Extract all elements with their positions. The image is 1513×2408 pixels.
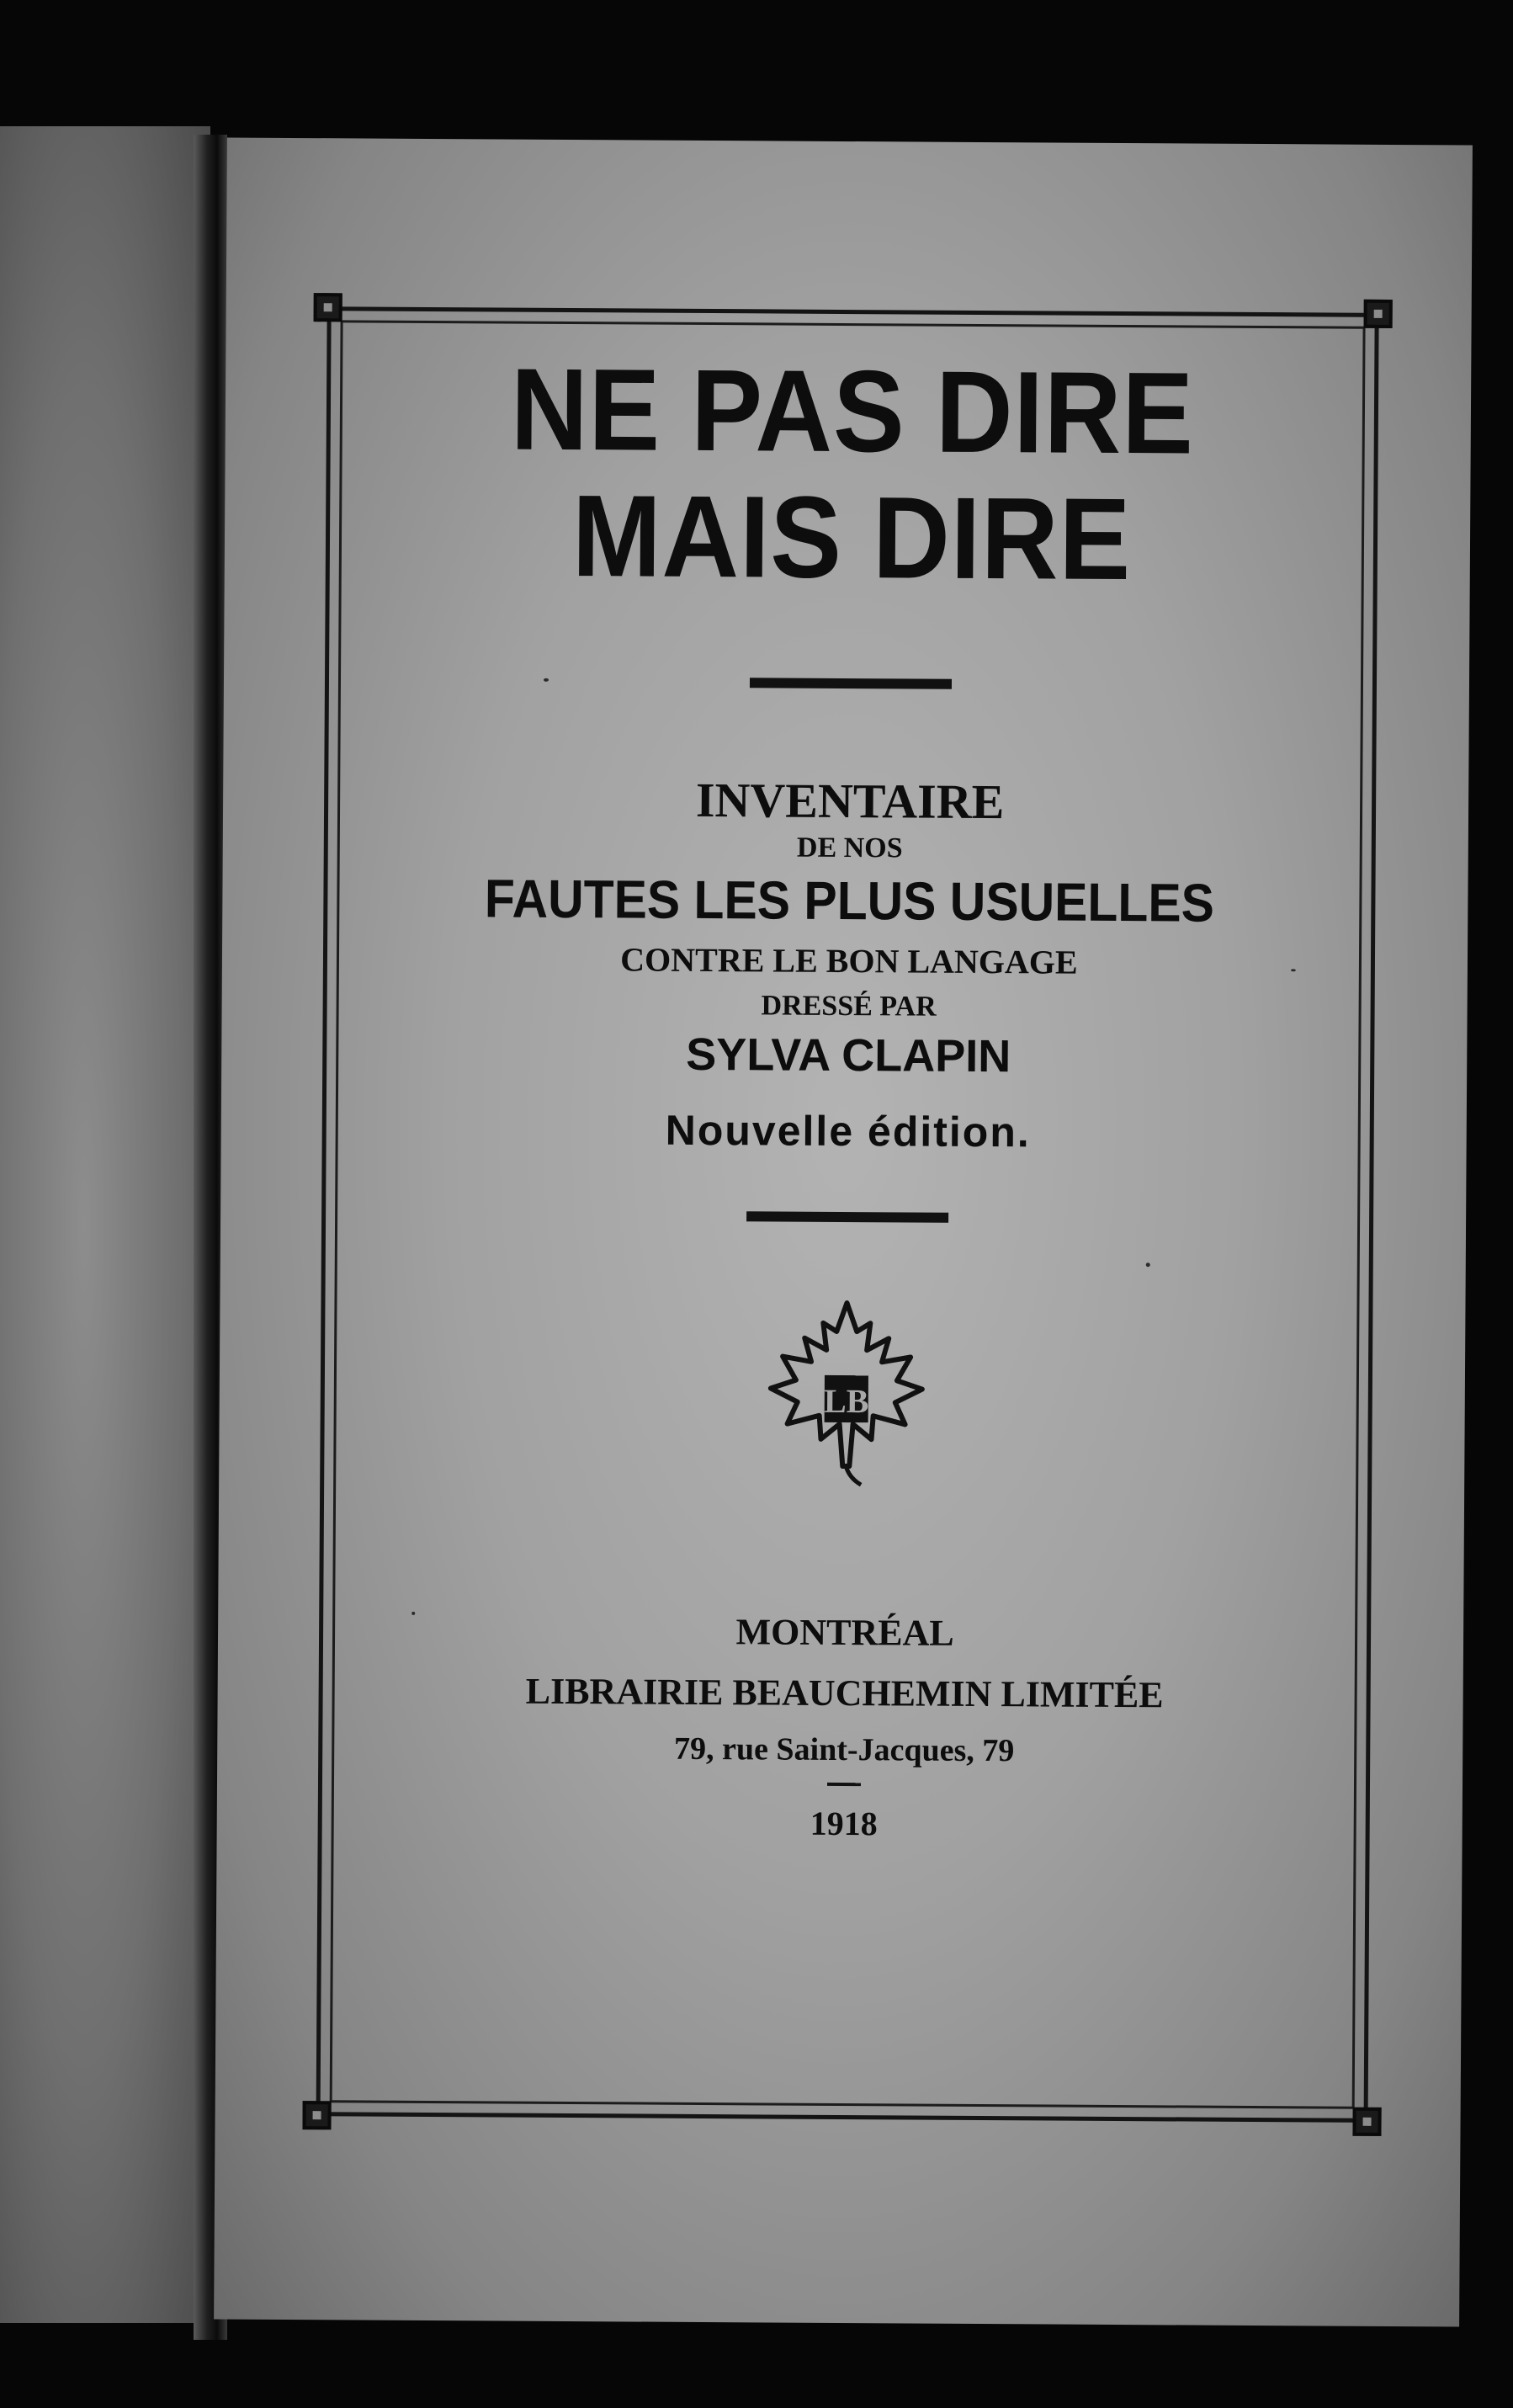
border-corner-bottom-right	[1352, 2108, 1381, 2136]
subtitle-contre: CONTRE LE BON LANGAGE	[620, 940, 1078, 981]
book-title-line-1: NE PAS DIRE	[510, 344, 1195, 479]
monogram-text: LB	[823, 1381, 869, 1421]
title-page	[214, 138, 1473, 2327]
small-divider-rule	[827, 1783, 861, 1786]
book-title-line-2: MAIS DIRE	[571, 471, 1132, 605]
divider-rule	[746, 1211, 948, 1222]
border-corner-top-right	[1364, 300, 1393, 328]
left-page-edge	[0, 126, 210, 2323]
publisher-name: LIBRAIRIE BEAUCHEMIN LIMITÉE	[525, 1670, 1164, 1716]
subtitle-fautes: FAUTES LES PLUS USUELLES	[484, 868, 1215, 933]
maple-leaf-monogram-icon	[762, 1297, 931, 1491]
border-corner-bottom-left	[302, 2101, 331, 2129]
border-corner-top-left	[314, 293, 342, 322]
divider-rule	[750, 678, 952, 688]
subtitle-dresse-par: DRESSÉ PAR	[761, 990, 937, 1023]
publisher-city: MONTRÉAL	[735, 1611, 954, 1654]
subtitle-inventaire: INVENTAIRE	[695, 772, 1005, 830]
edition-note: Nouvelle édition.	[665, 1106, 1031, 1156]
publication-year: 1918	[810, 1804, 878, 1843]
author-name: SYLVA CLAPIN	[686, 1029, 1011, 1082]
subtitle-de-nos: DE NOS	[796, 832, 903, 864]
title-page-content	[350, 340, 1346, 2097]
publisher-address: 79, rue Saint-Jacques, 79	[673, 1730, 1015, 1769]
